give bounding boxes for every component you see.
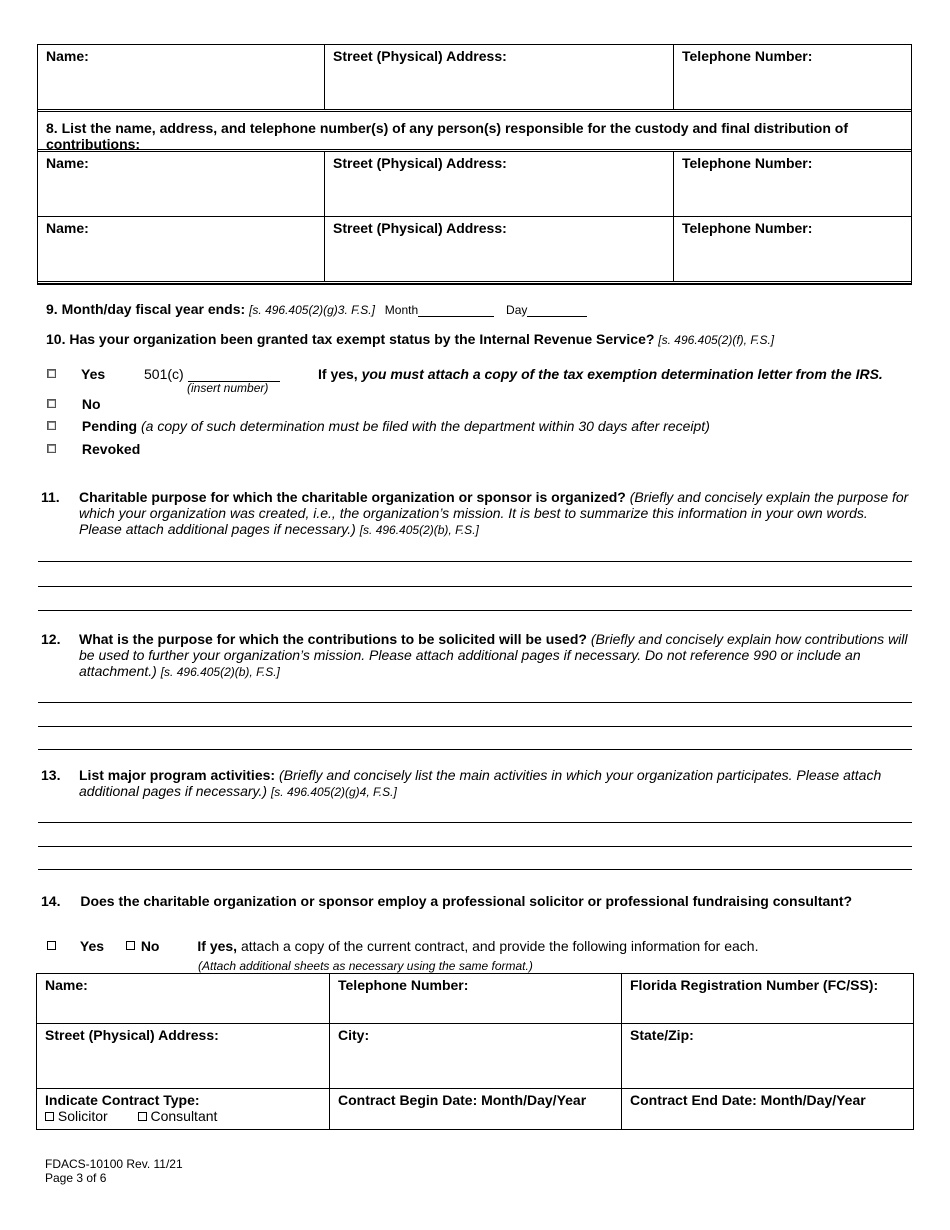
code-label: 501(c) xyxy=(144,366,184,382)
q14-number: 14. xyxy=(41,893,61,909)
q10-pending-row xyxy=(47,418,710,434)
form-number: FDACS-10100 Rev. 11/21 xyxy=(45,1157,183,1171)
q14-attach-note: (Attach additional sheets as necessary using the same format.) xyxy=(198,959,533,973)
q10-if-yes: If yes, you must attach a copy of the tax exemption determination letter from the IRS. xyxy=(318,366,883,382)
pending-checkbox[interactable] xyxy=(47,421,56,430)
q10-label: 10. Has your organization been granted tax exempt status by the Internal Revenue Service? xyxy=(46,331,655,347)
name-field[interactable]: Name: xyxy=(38,217,325,281)
address-field[interactable]: Street (Physical) Address: xyxy=(325,217,674,281)
address-field[interactable]: Street (Physical) Address: xyxy=(325,45,674,109)
q11-answer-line[interactable] xyxy=(38,586,912,587)
contract-begin-field[interactable]: Contract Begin Date: Month/Day/Year xyxy=(330,1089,622,1129)
phone-field[interactable]: Telephone Number: xyxy=(682,220,813,236)
page-number: Page 3 of 6 xyxy=(45,1171,107,1185)
consultant-label: Consultant xyxy=(150,1108,218,1124)
solicitor-checkbox[interactable] xyxy=(45,1112,54,1121)
contact-row xyxy=(38,152,911,217)
q12-number: 12. xyxy=(41,631,61,647)
consultant-checkbox[interactable] xyxy=(138,1112,147,1121)
address-field[interactable]: Street (Physical) Address: xyxy=(325,152,674,216)
q14-no-checkbox[interactable] xyxy=(126,941,135,950)
q10-yes-row xyxy=(47,366,917,386)
revoked-checkbox[interactable] xyxy=(47,444,56,453)
insert-number-hint: (insert number) xyxy=(187,381,269,395)
q14-question xyxy=(41,893,852,909)
q8-row xyxy=(38,112,911,152)
q14-yes-label: Yes xyxy=(79,938,105,954)
yes-checkbox[interactable] xyxy=(47,369,56,378)
month-input[interactable] xyxy=(418,304,494,317)
phone-field[interactable]: Telephone Number: xyxy=(682,48,813,64)
solicitor-row xyxy=(37,974,913,1024)
q10-revoked-row xyxy=(47,441,140,457)
q8-question: 8. List the name, address, and telephone number(s) of any person(s) responsible for the custody and final distribution of contributions: xyxy=(46,120,848,152)
q11-question: 11. Charitable purpose for which the charitable organization or sponsor is organized? (Briefly and concisely explain the purpose for which your organization was created, i.e., the organization’s mission. It is best to summarize this information in your own words. Please attach additional pages if necessary.) [s. 496.405(2)(b), F.S.] xyxy=(41,489,909,537)
solicitor-phone-field[interactable]: Telephone Number: xyxy=(330,974,622,1023)
q14-answer-row xyxy=(47,938,758,954)
day-input[interactable] xyxy=(527,304,587,317)
solicitor-state-zip-field[interactable]: State/Zip: xyxy=(630,1027,694,1043)
contract-type-label: Indicate Contract Type: xyxy=(45,1092,200,1108)
page-footer xyxy=(45,1157,183,1185)
contract-end-field[interactable]: Contract End Date: Month/Day/Year xyxy=(630,1092,866,1108)
contract-type-cell xyxy=(37,1089,330,1129)
fl-registration-field[interactable]: Florida Registration Number (FC/SS): xyxy=(630,977,879,993)
q14-if-yes: If yes, attach a copy of the current contract, and provide the following information for each. xyxy=(197,938,759,954)
q12-answer-line[interactable] xyxy=(38,726,912,727)
q9-label: 9. Month/day fiscal year ends: xyxy=(46,301,246,317)
pending-label: Pending xyxy=(81,418,138,434)
contract-type-options xyxy=(45,1108,321,1124)
no-checkbox[interactable] xyxy=(47,399,56,408)
solicitor-name-field[interactable]: Name: xyxy=(37,974,330,1023)
q11-number: 11. xyxy=(41,489,60,505)
code-number-input[interactable] xyxy=(188,368,280,382)
q12-question: 12. What is the purpose for which the contributions to be solicited will be used? (Briefly and concisely explain how contributions will be used to further your organization’s mission. Please attach additional pages if necessary. Do not reference 990 or include an attachment.) [s. 496.405(2)(b), F.S.] xyxy=(41,631,908,679)
q9-line xyxy=(46,301,587,317)
q11-answer-line[interactable] xyxy=(38,561,912,562)
solicitor-table xyxy=(36,973,914,1130)
day-label: Day xyxy=(506,303,528,317)
q12-answer-line[interactable] xyxy=(38,749,912,750)
q13-answer-line[interactable] xyxy=(38,869,912,870)
q13-answer-line[interactable] xyxy=(38,822,912,823)
solicitor-label: Solicitor xyxy=(57,1108,108,1124)
q13-question: 13. List major program activities: (Briefly and concisely list the main activities in which your organization participates. Please attach additional pages if necessary.) [s. 496.405(2)(g)4, F.S.] xyxy=(41,767,882,799)
q14-label: Does the charitable organization or sponsor employ a professional solicitor or professional fundraising consultant? xyxy=(80,893,853,909)
q10-cite: [s. 496.405(2)(f), F.S.] xyxy=(658,333,775,347)
name-field[interactable]: Name: xyxy=(38,152,325,216)
solicitor-address-field[interactable]: Street (Physical) Address: xyxy=(37,1024,330,1088)
phone-field[interactable]: Telephone Number: xyxy=(682,155,813,171)
pending-note: (a copy of such determination must be filed with the department within 30 days after receipt) xyxy=(141,418,710,434)
solicitor-row xyxy=(37,1024,913,1089)
q11-answer-line[interactable] xyxy=(38,610,912,611)
q9-cite: [s. 496.405(2)(g)3. F.S.] xyxy=(249,303,375,317)
q13-number: 13. xyxy=(41,767,61,783)
month-label: Month xyxy=(384,303,419,317)
q10-no-row xyxy=(47,396,101,412)
contact-row xyxy=(38,45,911,112)
solicitor-city-field[interactable]: City: xyxy=(330,1024,622,1088)
q10-question xyxy=(46,331,774,347)
custody-contacts-table xyxy=(37,44,912,285)
no-label: No xyxy=(81,396,101,412)
yes-label: Yes xyxy=(81,366,106,382)
solicitor-row xyxy=(37,1089,913,1129)
contact-row xyxy=(38,217,911,284)
q14-no-label: No xyxy=(140,938,160,954)
q13-answer-line[interactable] xyxy=(38,846,912,847)
name-field[interactable]: Name: xyxy=(38,45,325,109)
q12-answer-line[interactable] xyxy=(38,702,912,703)
revoked-label: Revoked xyxy=(81,441,141,457)
q14-yes-checkbox[interactable] xyxy=(47,941,56,950)
